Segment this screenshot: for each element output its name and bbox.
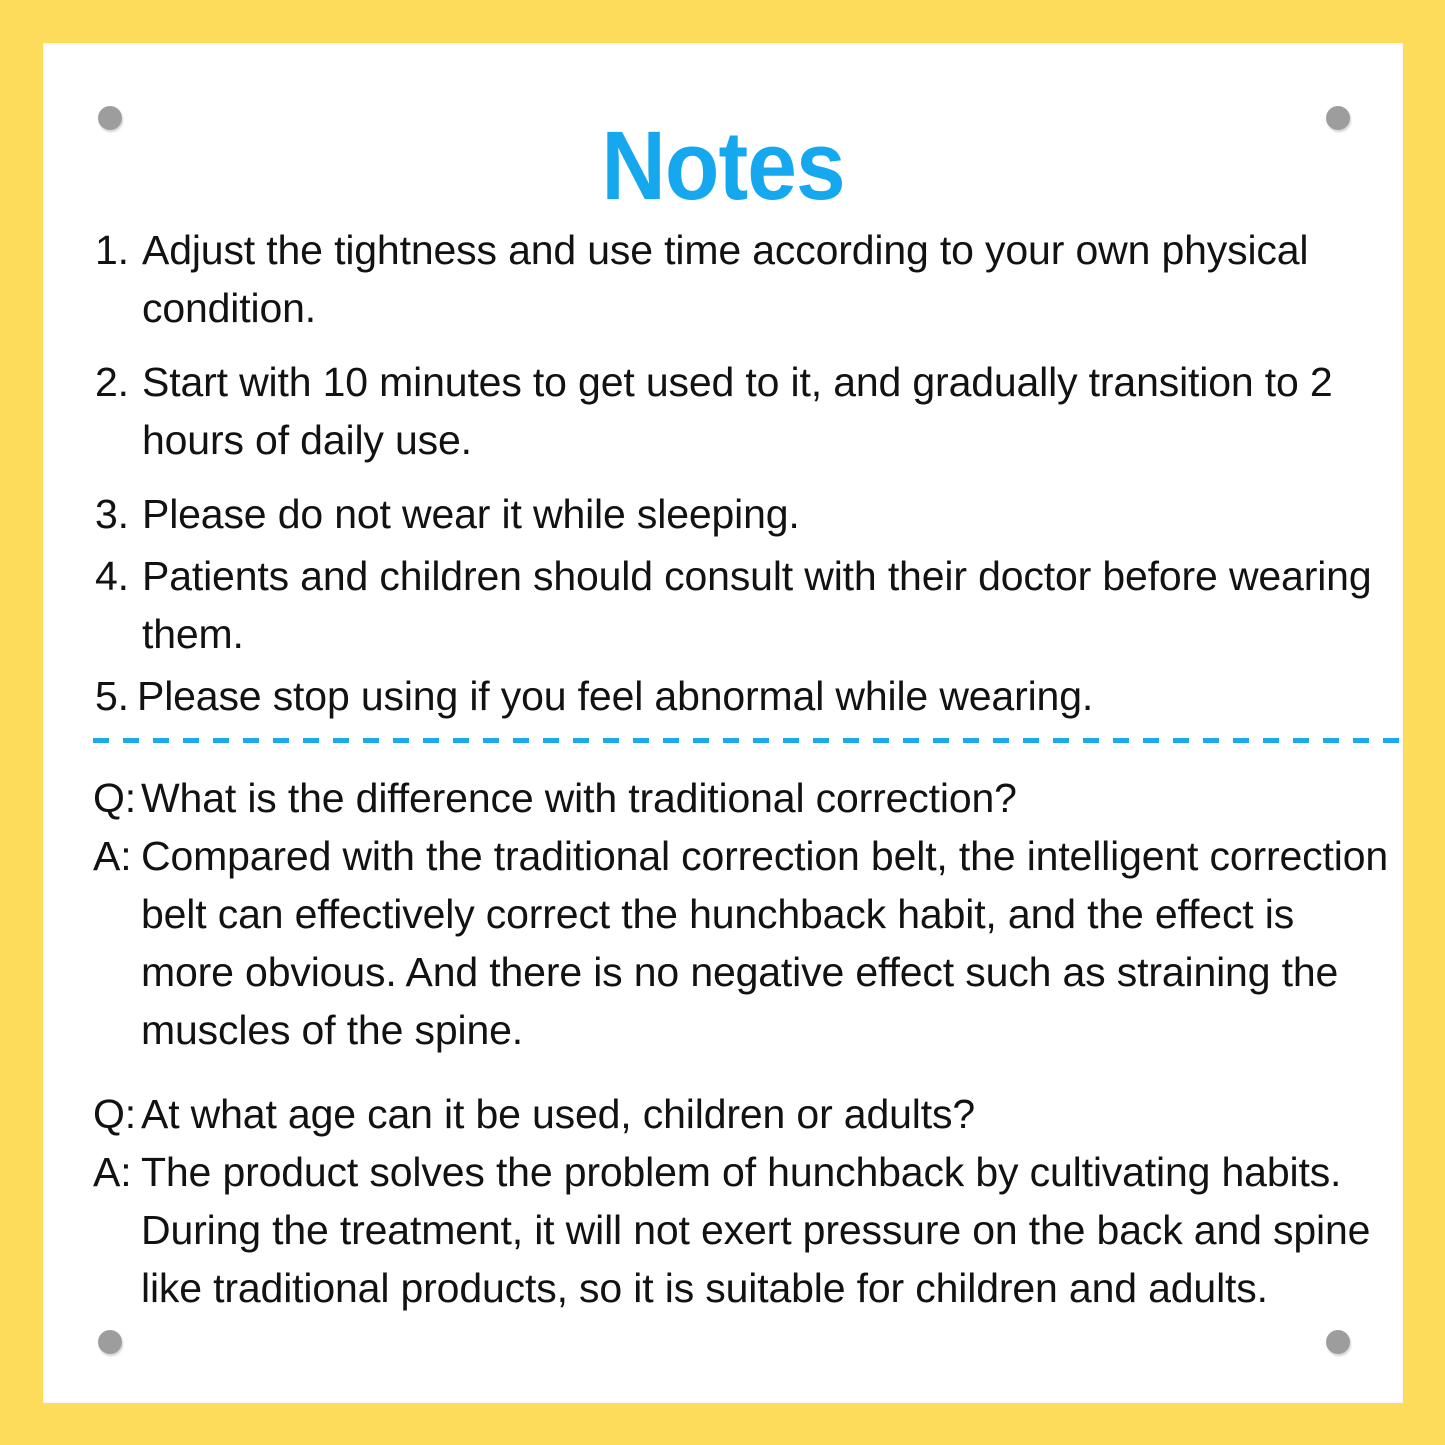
list-item-text: Please stop using if you feel abnormal while wearing.: [137, 673, 1094, 719]
faq-answer-label: A:: [93, 1149, 132, 1195]
faq-answer-text: Compared with the traditional correction belt, the intelligent correction belt can effectively correct the hunchback habit, and the effect is more obvious. And there is no negative effect such as straining the muscles of the spine.: [141, 833, 1389, 1053]
faq-entry: [93, 1085, 1428, 1317]
list-item-number: 3.: [95, 491, 129, 537]
faq-question-text: What is the difference with traditional correction?: [141, 775, 1017, 821]
list-item-number: 4.: [95, 553, 129, 599]
notes-list: [93, 221, 1393, 725]
faq-answer: [93, 1143, 1428, 1317]
list-item: [93, 353, 1393, 469]
faq-question-text: At what age can it be used, children or adults?: [141, 1091, 975, 1137]
faq-question-label: Q:: [93, 1091, 136, 1137]
dashed-divider: [93, 738, 1409, 743]
page-title: Notes: [601, 111, 845, 220]
faq-question: [93, 1085, 1428, 1143]
list-item: [93, 221, 1393, 337]
list-item-number: 1.: [95, 227, 129, 273]
faq-question-label: Q:: [93, 775, 136, 821]
notes-content: [93, 221, 1393, 1343]
list-item: [93, 547, 1393, 663]
list-item-text: Adjust the tightness and use time according to your own physical condition.: [142, 227, 1309, 331]
list-item: [93, 485, 1393, 543]
faq-answer: [93, 827, 1393, 1059]
list-item-number: 5.: [95, 673, 129, 719]
list-item: [93, 667, 1393, 725]
list-item-text: Please do not wear it while sleeping.: [142, 491, 800, 537]
notes-card: [43, 43, 1403, 1403]
faq-answer-label: A:: [93, 833, 132, 879]
list-item-text: Start with 10 minutes to get used to it, and gradually transition to 2 hours of daily use.: [142, 359, 1333, 463]
list-item-number: 2.: [95, 359, 129, 405]
faq-entry: [93, 769, 1393, 1059]
list-item-text: Patients and children should consult with their doctor before wearing them.: [142, 553, 1372, 657]
faq-answer-text: The product solves the problem of hunchback by cultivating habits. During the treatment, it will not exert pressure on the back and spine like traditional products, so it is suitable for children and adults.: [141, 1149, 1371, 1311]
faq-question: [93, 769, 1393, 827]
